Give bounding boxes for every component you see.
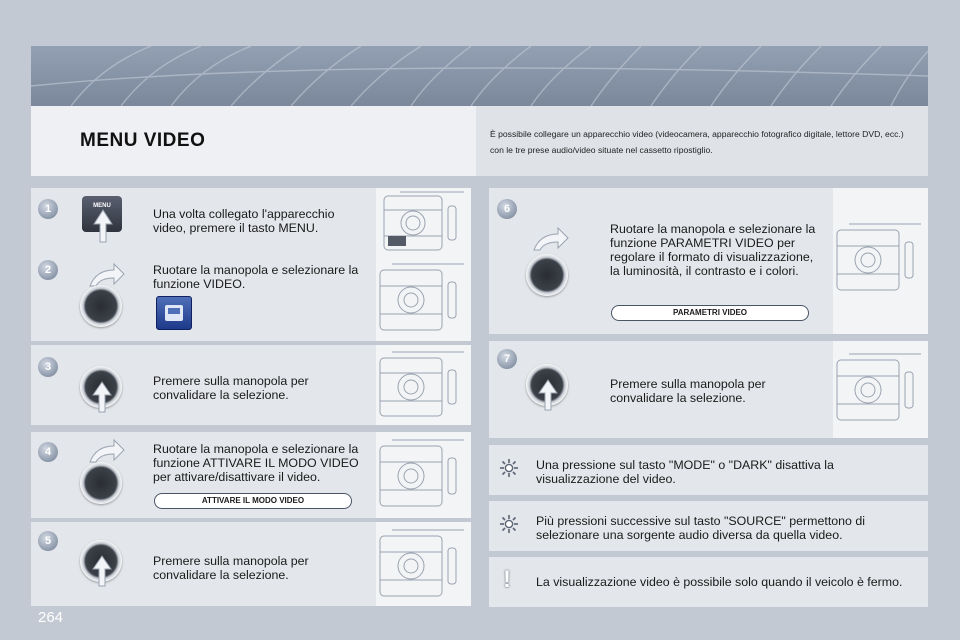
note-2-text: Più pressioni successive sul tasto "SOURCE" permettono di selezionare una sorgente audio diversa da quella video.: [536, 514, 866, 542]
radio-console-illustration: [378, 262, 468, 338]
rotate-arrow-icon: [530, 226, 570, 252]
radio-console-illustration: [378, 350, 468, 422]
radio-console-illustration: [835, 222, 925, 298]
video-function-icon: [156, 296, 192, 330]
note-1-text: Una pressione sul tasto "MODE" o "DARK" disattiva la visualizzazione del video.: [536, 458, 834, 486]
radio-console-illustration: [378, 528, 468, 602]
page-number: 264: [38, 609, 64, 626]
step-badge-1: 1: [38, 199, 58, 219]
step-2-text: Ruotare la manopola e selezionare la funzione VIDEO.: [153, 263, 359, 291]
step-7-text: Premere sulla manopola per convalidare la selezione.: [610, 377, 766, 405]
page-title: MENU VIDEO: [80, 130, 206, 151]
step-5-text: Premere sulla manopola per convalidare la selezione.: [153, 554, 309, 582]
push-arrow-icon: [535, 378, 561, 412]
sun-icon: [499, 514, 519, 534]
step-badge-2: 2: [38, 260, 58, 280]
push-arrow-icon: [89, 554, 115, 588]
knob-illustration: [80, 285, 122, 327]
note-3-text: La visualizzazione video è possibile solo quando il veicolo è fermo.: [536, 575, 903, 589]
step-3-text: Premere sulla manopola per convalidare la selezione.: [153, 374, 309, 402]
attivare-modo-video-label: ATTIVARE IL MODO VIDEO: [154, 493, 352, 509]
step-badge-3: 3: [38, 357, 58, 377]
push-arrow-icon: [89, 380, 115, 414]
radio-console-illustration: [835, 352, 925, 428]
banner-pattern: [31, 46, 928, 106]
menu-button-label: MENU: [93, 203, 111, 209]
step-badge-7: 7: [497, 349, 517, 369]
header-banner: [31, 46, 928, 106]
knob-illustration: [80, 462, 122, 504]
radio-console-illustration: [378, 438, 468, 514]
push-arrow-icon: [90, 208, 116, 244]
radio-console-illustration: [380, 190, 468, 256]
step-badge-4: 4: [38, 442, 58, 462]
warning-icon: !: [503, 566, 511, 593]
step-badge-6: 6: [497, 199, 517, 219]
step-1-text: Una volta collegato l'apparecchio video, premere il tasto MENU.: [153, 207, 335, 235]
rotate-arrow-icon: [86, 262, 126, 288]
knob-illustration: [526, 254, 568, 296]
sun-icon: [499, 458, 519, 478]
step-6-text: Ruotare la manopola e selezionare la funzione PARAMETRI VIDEO per regolare il formato di visualizzazione, la luminosità, il contrasto e i colori.: [610, 222, 816, 278]
intro-text: È possibile collegare un apparecchio video (videocamera, apparecchio fotografico digitale, lettore DVD, ecc.) con le tre prese audio/video situate nel cassetto ripostiglio.: [490, 129, 904, 155]
rotate-arrow-icon: [86, 438, 126, 464]
parametri-video-label: PARAMETRI VIDEO: [611, 305, 809, 321]
step-4-text: Ruotare la manopola e selezionare la funzione ATTIVARE IL MODO VIDEO per attivare/disattivare il video.: [153, 442, 359, 484]
step-badge-5: 5: [38, 531, 58, 551]
